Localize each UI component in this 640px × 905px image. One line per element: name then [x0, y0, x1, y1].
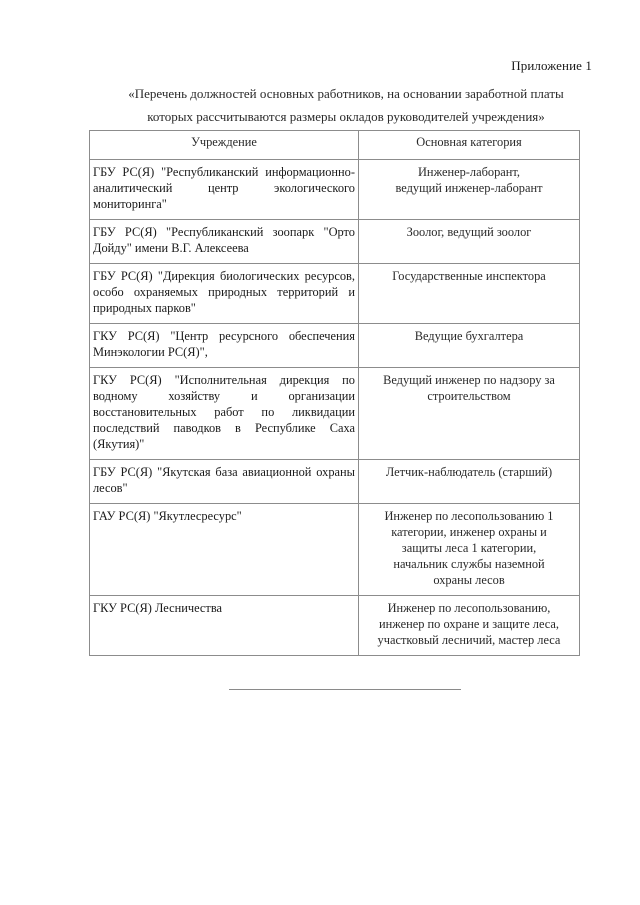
category-line: Летчик-наблюдатель (старший): [385, 465, 553, 479]
table-row: [90, 460, 580, 504]
table-row: [90, 160, 580, 220]
category-cell: [359, 324, 580, 368]
category-line: Инженер по лесопользованию 1: [384, 509, 554, 523]
category-line: Зоолог, ведущий зоолог: [406, 225, 532, 239]
header-category: Основная категория: [359, 131, 580, 160]
title-line-2: которых рассчитываются размеры окладов руководителей учреждения»: [147, 109, 545, 124]
category-line: инженер по охране и защите леса,: [378, 617, 560, 631]
category-cell: [359, 160, 580, 220]
header-institution: Учреждение: [90, 131, 359, 160]
institution-cell: ГКУ РС(Я) "Исполнительная дирекция по водному хозяйству и организации восстановительных работ по ликвидации последствий паводков в Республике Саха (Якутия)": [90, 368, 359, 460]
institution-cell: ГБУ РС(Я) "Республиканский информационно-аналитический центр экологического мониторинга": [90, 160, 359, 220]
table-row: [90, 220, 580, 264]
document-title: [96, 82, 596, 128]
category-line: ведущий инженер-лаборант: [395, 181, 543, 195]
category-line: Государственные инспектора: [392, 269, 546, 283]
category-line: защиты леса 1 категории,: [401, 541, 537, 555]
category-cell: [359, 504, 580, 596]
category-line: Ведущий инженер по надзору за: [383, 373, 555, 387]
table-row: [90, 504, 580, 596]
category-line: охраны лесов: [433, 573, 505, 587]
category-cell: [359, 596, 580, 656]
table-row: [90, 368, 580, 460]
category-line: начальник службы наземной: [393, 557, 545, 571]
category-line: строительством: [427, 389, 511, 403]
category-cell: [359, 264, 580, 324]
category-cell: [359, 220, 580, 264]
appendix-label: Приложение 1: [511, 58, 592, 73]
end-divider-line: [229, 689, 461, 690]
category-line: Ведущие бухгалтера: [414, 329, 524, 343]
institution-cell: ГКУ РС(Я) "Центр ресурсного обеспечения Минэкологии РС(Я)",: [90, 324, 359, 368]
category-line: Инженер-лаборант,: [417, 165, 521, 179]
institution-cell: ГКУ РС(Я) Лесничества: [90, 596, 359, 656]
category-line: категории, инженер охраны и: [391, 525, 547, 539]
category-line: Инженер по лесопользованию,: [387, 601, 551, 615]
institution-cell: ГБУ РС(Я) "Якутская база авиационной охраны лесов": [90, 460, 359, 504]
table-body: [90, 160, 580, 656]
title-line-1: «Перечень должностей основных работников, на основании заработной платы: [128, 86, 564, 101]
table-row: [90, 264, 580, 324]
category-cell: [359, 460, 580, 504]
institution-cell: ГАУ РС(Я) "Якутлесресурс": [90, 504, 359, 596]
category-line: участковый лесничий, мастер леса: [377, 633, 561, 647]
category-cell: [359, 368, 580, 460]
institution-cell: ГБУ РС(Я) "Дирекция биологических ресурсов, особо охраняемых природных территорий и природных парков": [90, 264, 359, 324]
table-row: [90, 596, 580, 656]
table-row: [90, 324, 580, 368]
positions-table: [89, 130, 580, 656]
institution-cell: ГБУ РС(Я) "Республиканский зоопарк "Орто Дойду" имени В.Г. Алексеева: [90, 220, 359, 264]
table-header-row: [90, 131, 580, 160]
